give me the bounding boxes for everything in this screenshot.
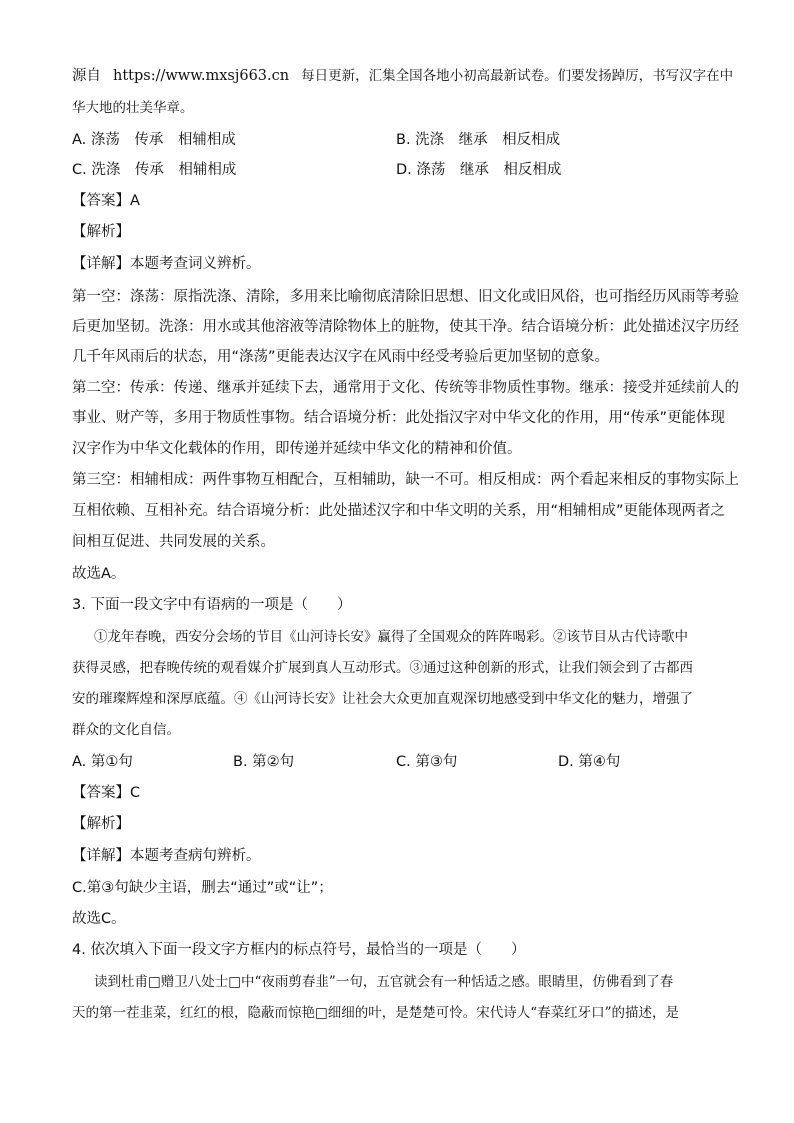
- explanation-line: 几千年风雨后的状态，用“涤荡”更能表达汉字在风雨中经受考验后更加坚韧的意象。: [72, 349, 610, 365]
- passage-line: 群众的文化自信。: [72, 722, 180, 738]
- answer-label: 【答案】A: [72, 193, 140, 209]
- explanation-line: 互相依赖、互相补充。结合语境分析：此处描述汉字和中华文明的关系，用“相辅相成”更能体现两者之: [72, 503, 726, 519]
- passage-line: 获得灵感，把春晚传统的观看媒介扩展到真人互动形式。③通过这种创新的形式，让我们领会到了古都西: [72, 660, 693, 676]
- explanation-line: 事业、财产等，多用于物质性事物。结合语境分析：此处指汉字对中华文化的作用，用“传承”更能体现: [72, 410, 726, 426]
- explanation-line: C.第③句缺少主语，删去“通过”或“让”；: [72, 880, 333, 896]
- explanation-line: 汉字作为中华文化载体的作用，即传递并延续中华文化的精神和价值。: [72, 441, 522, 457]
- passage-line: [72, 64, 734, 88]
- option-c: C. 洗涤 传承 相辅相成: [72, 162, 237, 178]
- explanation-line: 第二空：传承：传递、继承并延续下去，通常用于文化、传统等非物质性事物。继承：接受并延续前人的: [72, 380, 739, 396]
- option-a: A. 涤荡 传承 相辅相成: [72, 132, 236, 148]
- passage-line: 华大地的壮美华章。: [72, 100, 194, 116]
- passage-line: ①龙年春晚，西安分会场的节目《山河诗长安》赢得了全国观众的阵阵喝彩。②该节目从古代诗歌中: [94, 629, 688, 645]
- conclusion-line: 故选C。: [72, 911, 126, 927]
- option-c: C. 第③句: [396, 754, 458, 770]
- explanation-line: 第三空：相辅相成：两件事物互相配合，互相辅助，缺一不可。相反相成：两个看起来相反的事物实际上: [72, 472, 739, 488]
- detail-heading: 【详解】本题考查病句辨析。: [72, 848, 261, 864]
- passage-line: 安的璀璨辉煌和深厚底蕴。④《山河诗长安》让社会大众更加直观深切地感受到中华文化的魅力，增强了: [72, 691, 693, 707]
- question-stem: 4. 依次填入下面一段文字方框内的标点符号，最恰当的一项是（ ）: [72, 942, 526, 958]
- option-b: B. 洗涤 继承 相反相成: [396, 132, 561, 148]
- passage-line: 天的第一茬韭菜，红红的根，隐蔽而惊艳□细细的叶，是楚楚可怜。宋代诗人“春菜红牙口”的描述，是: [72, 1005, 680, 1021]
- passage-text: 每日更新，汇集全国各地小初高最新试卷。们要发扬踔厉，书写汉字在中: [301, 68, 734, 84]
- explanation-line: 第一空：涤荡：原指洗涤、清除，多用来比喻彻底清除旧思想、旧文化或旧风俗，也可指经历风雨等考验: [72, 289, 739, 305]
- option-b: B. 第②句: [233, 754, 295, 770]
- source-url: https://www.mxsj663.cn: [113, 68, 290, 84]
- question-stem: 3. 下面一段文字中有语病的一项是（ ）: [72, 597, 352, 613]
- answer-label: 【答案】C: [72, 785, 141, 801]
- conclusion-line: 故选A。: [72, 566, 126, 582]
- option-a: A. 第①句: [72, 754, 133, 770]
- analysis-heading: 【解析】: [72, 816, 130, 832]
- source-label: 源自: [72, 68, 101, 84]
- option-d: D. 涤荡 继承 相反相成: [396, 162, 562, 178]
- explanation-line: 后更加坚韧。洗涤：用水或其他溶液等清除物体上的脏物，使其干净。结合语境分析：此处描述汉字历经: [72, 319, 739, 335]
- option-row: [72, 158, 722, 182]
- passage-line: 读到杜甫□赠卫八处士□中“夜雨剪春韭”一句，五官就会有一种恬适之感。眼睛里，仿佛看到了春: [94, 974, 674, 990]
- option-row: [72, 750, 722, 774]
- detail-heading: 【详解】本题考查词义辨析。: [72, 256, 261, 272]
- option-row: [72, 128, 722, 152]
- analysis-heading: 【解析】: [72, 224, 130, 240]
- option-d: D. 第④句: [558, 754, 621, 770]
- explanation-line: 间相互促进、共同发展的关系。: [72, 534, 275, 550]
